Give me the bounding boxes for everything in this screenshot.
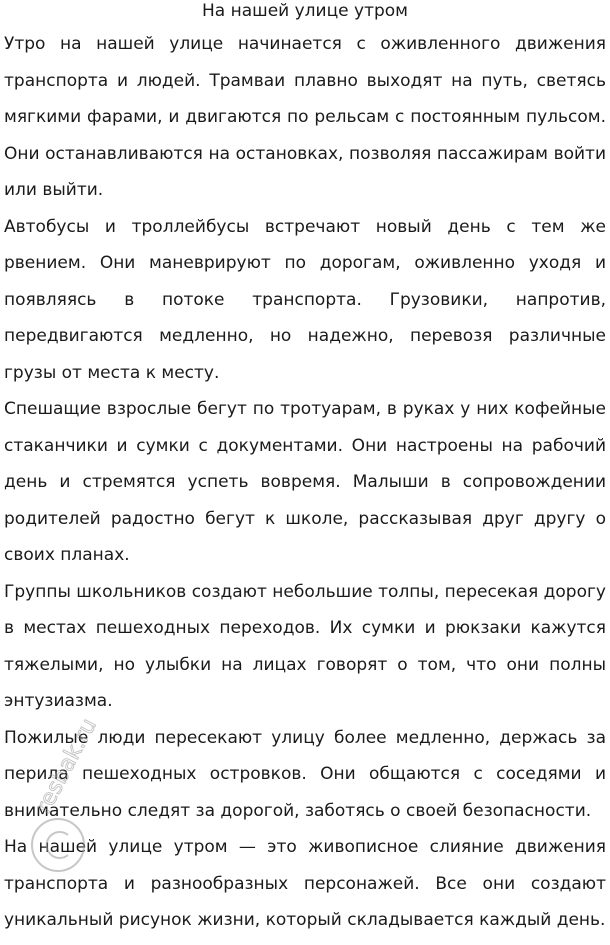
paragraph-5: Пожилые люди пересекают улицу более медленно, держась за перила пешеходных островков. Они общаются с соседями и внимательно следят за дорогой, заботясь о своей безопасности. (4, 727, 606, 821)
watermark-text: resbak.ru (31, 714, 102, 818)
document-title: На нашей улице утром (202, 1, 408, 21)
document-page (4, 0, 606, 939)
paragraph-6: На нашей улице утром — это живописное слияние движения транспорта и разнообразных персонажей. Все они создают уникальный рисунок жизни, который складывается каждый день. (4, 837, 606, 930)
paragraph-3: Спешащие взрослые бегут по тротуарам, в руках у них кофейные стаканчики и сумки с документами. Они настроены на рабочий день и стремятся успеть вовремя. Малыши в сопровождении родителей радостно бегут к школе, рассказывая друг другу о своих планах. (4, 399, 606, 565)
paragraph-4: Группы школьников создают небольшие толпы, пересекая дорогу в местах пешеходных переходов. Их сумки и рюкзаки кажутся тяжелыми, но улыбки на лицах говорят о том, что они полны энтузиазма. (4, 581, 606, 711)
paragraph-2: Автобусы и троллейбусы встречают новый день с тем же рвением. Они маневрируют по дорогам, оживленно уходя и появляясь в потоке транспорта. Грузовики, напротив, передвигаются медленно, но надежно, перевозя различные грузы от места к месту. (4, 216, 606, 383)
paragraph-1: Утро на нашей улице начинается с оживленного движения транспорта и людей. Трамваи плавно выходят на путь, светясь мягкими фарами, и двигаются по рельсам с постоянным пульсом. Они останавливаются на остановках, позволяя пассажирам войти или выйти. (4, 34, 606, 200)
